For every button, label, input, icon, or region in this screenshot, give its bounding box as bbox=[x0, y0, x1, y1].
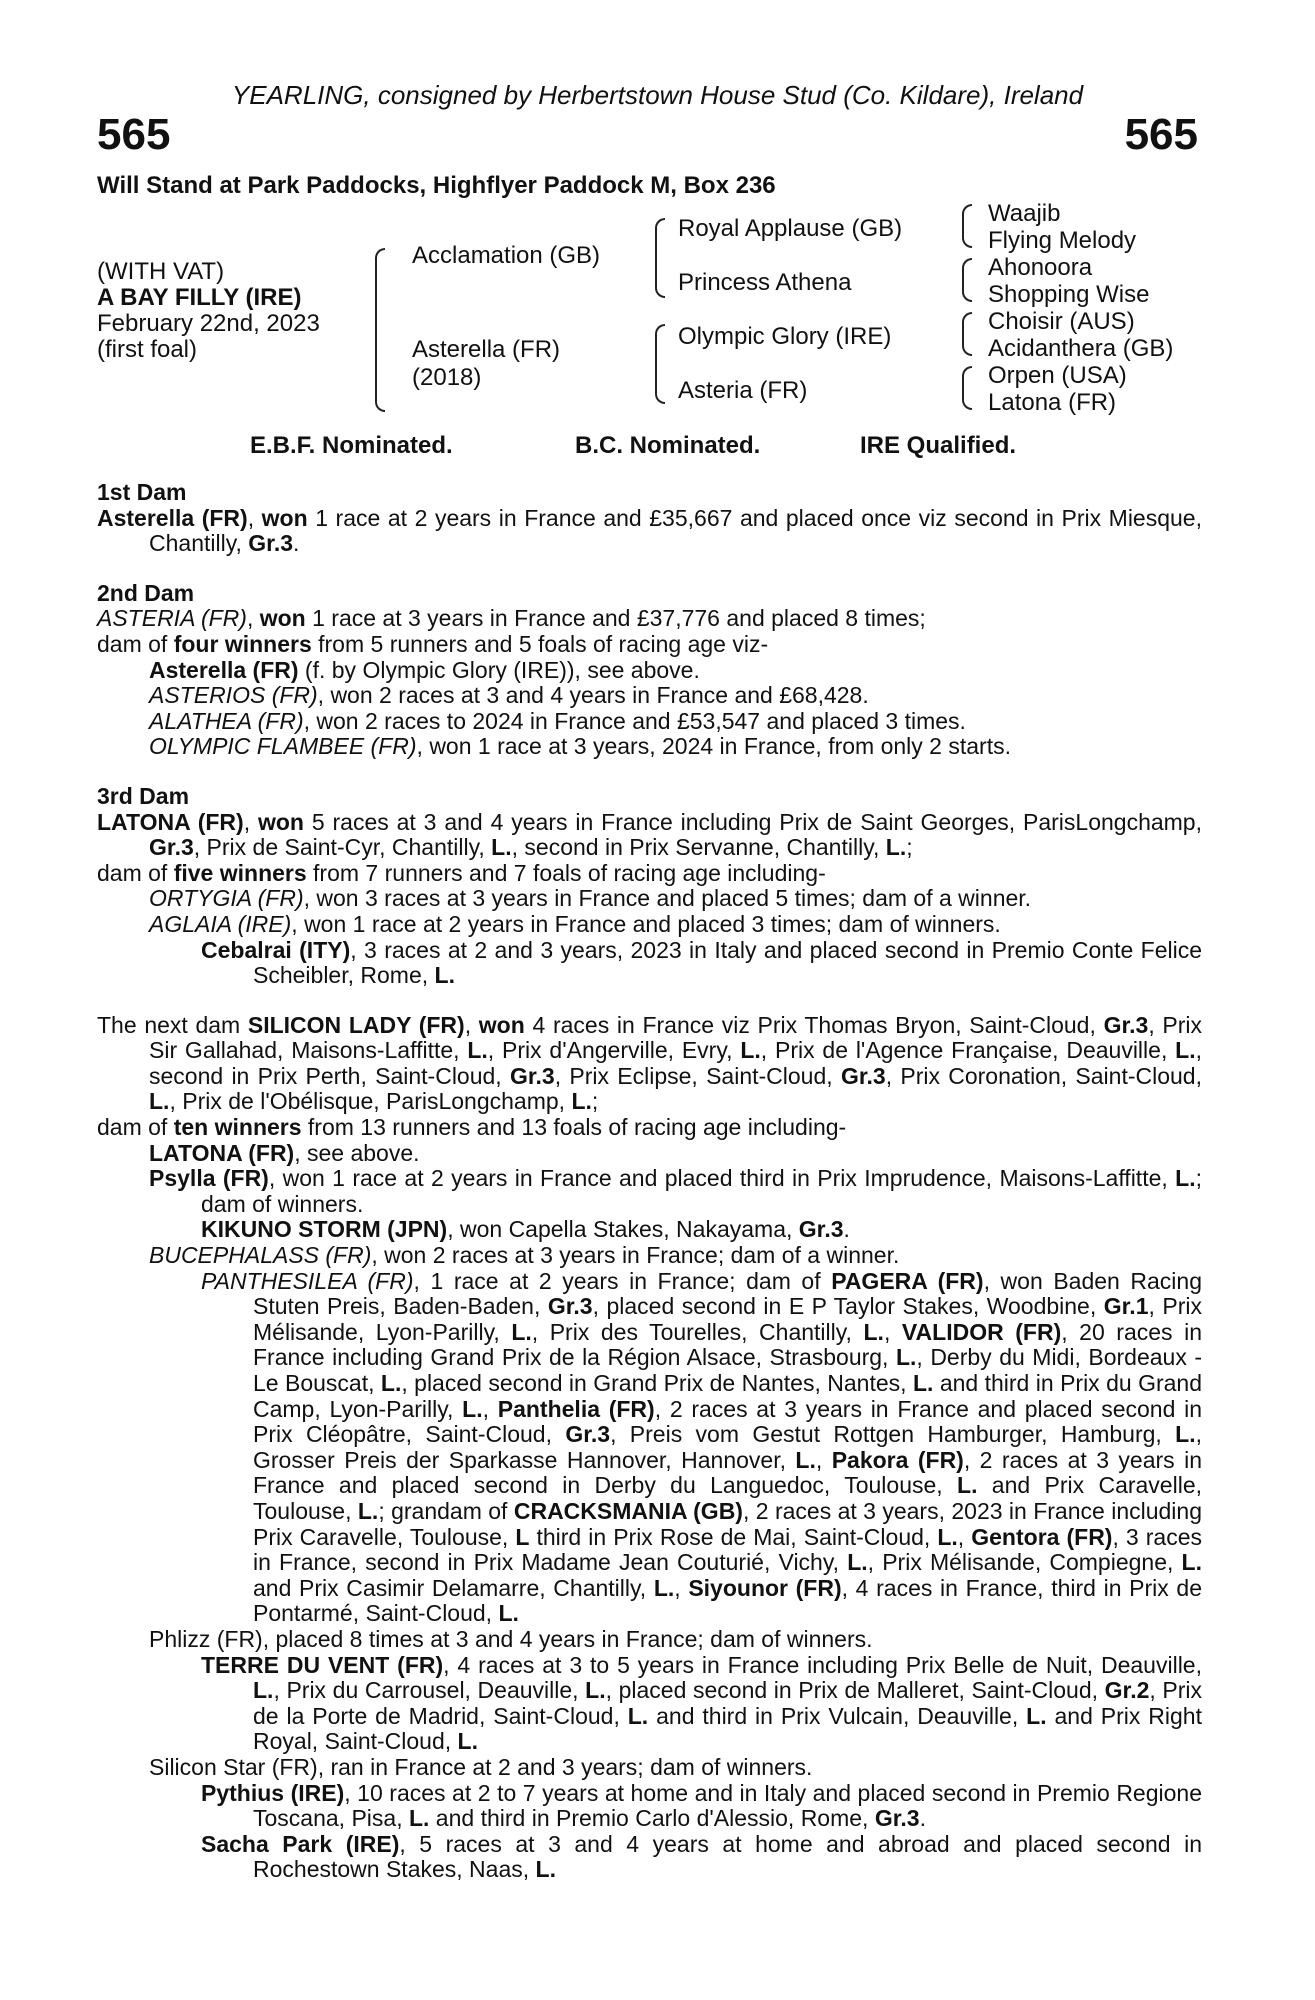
gg-7: Orpen (USA) bbox=[988, 362, 1127, 389]
listed: L. bbox=[740, 1037, 761, 1064]
listed: L. bbox=[895, 1344, 917, 1371]
horse-name: Cebalrai (ITY) bbox=[201, 936, 351, 963]
entry-text: , 2 races at 3 years, 2023 in France including Prix Caravelle, Toulouse, bbox=[253, 1497, 1202, 1550]
listed: L. bbox=[627, 1702, 649, 1729]
won-word: won bbox=[478, 1011, 525, 1038]
entry-text: from 5 runners and 5 foals of racing age viz- bbox=[311, 630, 769, 657]
entry-text: and Prix Casimir Delamarre, Chantilly, bbox=[253, 1574, 654, 1601]
produce-item: Pythius (IRE), 10 races at 2 to 7 years at home and in Italy and placed second in Premio Regione Toscana, Pisa, L. and third in Premio Carlo d'Alessio, Rome, Gr.3. bbox=[201, 1779, 1202, 1832]
brace-g2 bbox=[962, 258, 972, 302]
entry-text: , 2 races at 3 years in France and placed second in Derby du Languedoc, Toulouse, bbox=[253, 1446, 1202, 1499]
listed: L. bbox=[571, 1088, 592, 1115]
listed: L. bbox=[535, 1856, 556, 1883]
entry-text: , Prix Coronation, Saint-Cloud, bbox=[885, 1062, 1202, 1089]
produce-item: Silicon Star (FR), ran in France at 2 and 3 years; dam of winners. bbox=[149, 1753, 813, 1780]
entry-text: , 3 races at 2 and 3 years, 2023 in Italy and placed second in Premio Conte Felice Scheibler, Rome, bbox=[253, 936, 1202, 989]
entry-text: , 20 races in France including Grand Prix de la Région Alsace, Strasbourg, bbox=[253, 1318, 1202, 1371]
produce-list bbox=[97, 658, 1202, 760]
entry-text: , second in Prix Servanne, Chantilly, bbox=[511, 834, 886, 861]
winners-count: ten winners bbox=[173, 1114, 302, 1141]
produce-item bbox=[149, 734, 1202, 760]
horse-name: Asterella (FR) bbox=[97, 504, 248, 531]
listed: L. bbox=[408, 1805, 430, 1832]
gg-2: Flying Melody bbox=[988, 227, 1137, 254]
stabling-location: Will Stand at Park Paddocks, Highflyer Paddock M, Box 236 bbox=[97, 172, 776, 199]
listed: L. bbox=[498, 1600, 519, 1627]
grade: Gr.3 bbox=[840, 1062, 886, 1089]
entry-text: , 5 races at 3 and 4 years at home and abroad and placed second in Rochestown Stakes, Naas, bbox=[253, 1830, 1202, 1883]
entry-text: , second in Prix Perth, Saint-Cloud, bbox=[149, 1037, 1202, 1089]
listed: L. bbox=[457, 1728, 478, 1755]
grade: Gr.3 bbox=[149, 834, 194, 861]
listed: L. bbox=[1026, 1702, 1047, 1729]
horse-name: TERRE DU VENT (FR) bbox=[201, 1651, 444, 1678]
entry-text: dam of bbox=[97, 1114, 174, 1141]
next-dam-entry: The next dam SILICON LADY (FR), won 4 races in France viz Prix Thomas Bryon, Saint-Cloud, Gr.3, Prix Sir Gallahad, Maisons-Laffitte, L., Prix d'Angerville, Evry, L., Prix de l'Agence Française, Deauville, L., second in Prix Perth, Saint-Cloud, Gr.3, Prix Eclipse, Saint-Cloud, Gr.3, Prix Coronation, Saint-Cloud, L., Prix de l'Obélisque, ParisLongchamp, L.; bbox=[97, 1011, 1203, 1115]
entry-text: , Prix de Saint-Cyr, Chantilly, bbox=[193, 834, 492, 861]
entry-text: , won 1 race at 2 years in France and placed third in Prix Imprudence, Maisons-Laffitte, bbox=[268, 1165, 1176, 1192]
listed: L. bbox=[795, 1446, 816, 1473]
section-heading-3rd-dam: 3rd Dam bbox=[97, 782, 190, 809]
won-word: won bbox=[261, 504, 308, 531]
grade: Gr.3 bbox=[874, 1805, 920, 1832]
entry-text: , won 2 races at 3 years in France; dam of a winner. bbox=[371, 1242, 900, 1269]
entry-text: , won Capella Stakes, Nakayama, bbox=[447, 1216, 799, 1243]
winners-count: four winners bbox=[173, 630, 312, 657]
entry-text: third in Prix Rose de Mai, Saint-Cloud, bbox=[529, 1523, 938, 1550]
first-dam-entry: Asterella (FR), won 1 race at 2 years in France and £35,667 and placed once viz second in Prix Miesque, Chantilly, Gr.3. bbox=[97, 504, 1202, 557]
entry-text: , Prix Mélisande, Lyon-Parilly, bbox=[253, 1293, 1202, 1345]
horse-name: ASTERIOS (FR) bbox=[149, 682, 318, 709]
produce-list bbox=[97, 886, 1202, 988]
gg-1: Waajib bbox=[988, 200, 1061, 227]
entry-text: , Grosser Preis der Sparkasse Hannover, Hannover, bbox=[253, 1421, 1202, 1473]
listed: L. bbox=[1175, 1037, 1196, 1064]
entry-text: , won Baden Racing Stuten Preis, Baden-Baden, bbox=[253, 1267, 1203, 1320]
gg-6: Acidanthera (GB) bbox=[988, 335, 1174, 362]
listed: L. bbox=[434, 962, 455, 989]
entry-text: from 7 runners and 7 foals of racing age including- bbox=[306, 859, 826, 886]
entry-text: , 1 race at 2 years in France; dam of bbox=[413, 1267, 832, 1294]
grade: Gr.2 bbox=[1104, 1677, 1150, 1704]
produce-item bbox=[149, 683, 1202, 709]
gg-3: Ahonoora bbox=[988, 254, 1093, 281]
grade: Gr.3 bbox=[798, 1216, 844, 1243]
horse-name: PAGERA (FR) bbox=[831, 1267, 984, 1294]
horse-name: AGLAIA (IRE) bbox=[149, 910, 292, 937]
horse-name: Sacha Park (IRE) bbox=[201, 1830, 400, 1857]
entry-text: 5 races at 3 and 4 years in France including Prix de Saint Georges, ParisLongchamp, bbox=[303, 808, 1202, 835]
entry-text: and Prix Right Royal, Saint-Cloud, bbox=[253, 1702, 1202, 1755]
entry-text: , placed second in Grand Prix de Nantes, Nantes, bbox=[401, 1370, 913, 1396]
entry-text: dam of bbox=[97, 630, 174, 657]
foaling-date: February 22nd, 2023 bbox=[97, 310, 320, 337]
entry-text: , Prix de l'Agence Française, Deauville, bbox=[760, 1037, 1176, 1064]
section-heading-1st-dam: 1st Dam bbox=[97, 479, 187, 505]
listed: L. bbox=[653, 1574, 675, 1601]
horse-name: ORTYGIA (FR) bbox=[149, 885, 304, 912]
produce-item bbox=[149, 658, 1202, 684]
entry-text: , Prix d'Angerville, Evry, bbox=[487, 1037, 741, 1064]
produce-item bbox=[149, 1141, 1202, 1167]
entry-text: , placed second in E P Taylor Stakes, Woodbine, bbox=[592, 1293, 1104, 1320]
produce-item bbox=[201, 938, 1202, 989]
sire-dam: Princess Athena bbox=[678, 269, 852, 296]
entry-text: ; bbox=[906, 834, 913, 861]
horse-name: CRACKSMANIA (GB) bbox=[513, 1497, 743, 1524]
entry-text: , 4 races in France, third in Prix de Pontarmé, Saint-Cloud, bbox=[253, 1574, 1202, 1627]
brace-g4 bbox=[962, 366, 972, 410]
produce-item bbox=[149, 886, 1202, 912]
produce-item bbox=[149, 1166, 1202, 1217]
brace-dam bbox=[655, 324, 665, 404]
entry-text: and third in Prix Vulcain, Deauville, bbox=[648, 1702, 1027, 1729]
won-word: won bbox=[259, 605, 306, 632]
sire: Acclamation (GB) bbox=[412, 242, 601, 269]
entry-text: , Prix de la Porte de Madrid, Saint-Cloud, bbox=[253, 1677, 1203, 1729]
consignor-line: YEARLING, consigned by Herbertstown House Stud (Co. Kildare), Ireland bbox=[231, 80, 1084, 110]
section-heading-2nd-dam: 2nd Dam bbox=[97, 579, 195, 606]
listed: L. bbox=[511, 1318, 532, 1345]
horse-name: Pythius (IRE) bbox=[201, 1779, 345, 1806]
entry-text: dam of bbox=[97, 859, 174, 886]
entry-text: , Prix des Tourelles, Chantilly, bbox=[531, 1318, 864, 1345]
entry-text: , won 1 race at 2 years in France and placed 3 times; dam of winners. bbox=[291, 910, 1001, 937]
listed: L. bbox=[863, 1318, 884, 1345]
third-dam-entry: LATONA (FR), won 5 races at 3 and 4 years in France including Prix de Saint Georges, ParisLongchamp, Gr.3, Prix de Saint-Cyr, Chantilly, L., second in Prix Servanne, Chantilly, L.; bbox=[97, 808, 1202, 861]
listed: L. bbox=[462, 1395, 483, 1422]
entry-text: ; bbox=[591, 1088, 599, 1115]
horse-name: Gentora (FR) bbox=[971, 1523, 1113, 1550]
listed: L. bbox=[357, 1497, 379, 1524]
grade: Gr.3 bbox=[509, 1062, 555, 1089]
listed: L. bbox=[253, 1677, 274, 1704]
entry-text: , placed second in Prix de Malleret, Saint-Cloud, bbox=[605, 1677, 1105, 1704]
produce-item bbox=[201, 1653, 1202, 1755]
entry-text: , Prix du Carrousel, Deauville, bbox=[273, 1677, 586, 1704]
entry-text: , Prix Eclipse, Saint-Cloud, bbox=[554, 1062, 841, 1089]
bc-note: B.C. Nominated. bbox=[575, 432, 761, 459]
entry-text: 1 race at 2 years in France and £35,667 and placed once viz second in Prix Miesque, Chantilly, bbox=[149, 504, 1202, 557]
entry-text: , 2 races at 3 years in France and placed second in Prix Cléopâtre, Saint-Cloud, bbox=[253, 1395, 1203, 1448]
produce-item bbox=[149, 912, 1202, 938]
grade: Gr.3 bbox=[547, 1293, 593, 1320]
brace-sire bbox=[655, 218, 665, 298]
produce-list bbox=[97, 1141, 1202, 1883]
horse-name: ALATHEA (FR) bbox=[149, 707, 304, 734]
entry-text: and third in Prix du Grand Camp, Lyon-Parilly, bbox=[253, 1370, 1203, 1422]
foal-note: (first foal) bbox=[97, 336, 198, 363]
listed: L. bbox=[1181, 1549, 1202, 1576]
horse-name: Panthelia (FR) bbox=[497, 1395, 655, 1422]
entry-text: , 3 races in France, second in Prix Madame Jean Couturié, Vichy, bbox=[253, 1523, 1202, 1576]
horse-name: LATONA (FR) bbox=[149, 1139, 295, 1166]
entry-text: , won 3 races at 3 years in France and placed 5 times; dam of a winner. bbox=[303, 885, 1032, 912]
listed: L. bbox=[491, 834, 512, 861]
listed: L. bbox=[1175, 1165, 1196, 1192]
produce-item bbox=[201, 1832, 1202, 1883]
entry-text: , 4 races at 3 to 5 years in France including Prix Belle de Nuit, Deauville, bbox=[443, 1651, 1202, 1678]
entry-text: , Derby du Midi, Bordeaux - Le Bouscat, bbox=[253, 1344, 1202, 1396]
dam-sire: Olympic Glory (IRE) bbox=[678, 323, 892, 350]
entry-text: (f. by Olympic Glory (IRE)), see above. bbox=[298, 656, 700, 683]
listed: L. bbox=[937, 1523, 958, 1550]
entry-text: 4 races in France viz Prix Thomas Bryon, Saint-Cloud, bbox=[524, 1011, 1104, 1038]
produce-summary bbox=[97, 861, 1202, 887]
produce-item bbox=[149, 1243, 1202, 1269]
listed: L. bbox=[585, 1677, 606, 1704]
listed: L. bbox=[957, 1472, 978, 1499]
horse-name: BUCEPHALASS (FR) bbox=[149, 1242, 372, 1269]
produce-item: Phlizz (FR), placed 8 times at 3 and 4 years in France; dam of winners. bbox=[149, 1625, 873, 1652]
horse-name: LATONA (FR) bbox=[97, 808, 244, 835]
brace-g3 bbox=[962, 312, 972, 356]
entry-text: ; grandam of bbox=[378, 1497, 514, 1524]
produce-summary bbox=[97, 632, 1202, 658]
brace-g1 bbox=[962, 204, 972, 248]
entry-text: , won 2 races at 3 and 4 years in France and £68,428. bbox=[317, 682, 869, 709]
entry-text: , won 1 race at 3 years, 2024 in France, from only 2 starts. bbox=[416, 733, 1011, 760]
listed: L. bbox=[380, 1370, 402, 1396]
gg-8: Latona (FR) bbox=[988, 389, 1117, 416]
listed: L. bbox=[149, 1088, 170, 1115]
entry-text: , 10 races at 2 to 7 years at home and in Italy and placed second in Premio Regione Toscana, Pisa, bbox=[253, 1779, 1202, 1832]
listed: L. bbox=[912, 1370, 934, 1396]
listed: L. bbox=[467, 1037, 488, 1064]
winners-count: five winners bbox=[173, 859, 307, 886]
lot-number-right: 565 bbox=[1124, 110, 1198, 159]
horse-name: PANTHESILEA (FR) bbox=[201, 1267, 414, 1294]
listed: L. bbox=[885, 834, 907, 861]
entry-text: . bbox=[293, 530, 300, 557]
ebf-note: E.B.F. Nominated. bbox=[250, 432, 453, 459]
horse-name: OLYMPIC FLAMBEE (FR) bbox=[149, 733, 417, 760]
horse-name: ASTERIA (FR) bbox=[97, 605, 247, 632]
lot-horse-name: A BAY FILLY (IRE) bbox=[97, 284, 302, 311]
vat-note: (WITH VAT) bbox=[97, 258, 225, 285]
gg-5: Choisir (AUS) bbox=[988, 308, 1135, 335]
entry-text: and third in Premio Carlo d'Alessio, Rome, bbox=[429, 1805, 875, 1832]
grade: Gr.1 bbox=[1103, 1293, 1149, 1320]
won-word: won bbox=[257, 808, 304, 835]
brace-main bbox=[375, 248, 385, 412]
second-dam-entry: ASTERIA (FR), won 1 race at 3 years in France and £37,776 and placed 8 times; bbox=[97, 605, 926, 632]
entry-text: 1 race at 3 years in France and £37,776 and placed 8 times; bbox=[305, 605, 926, 632]
entry-text: , see above. bbox=[294, 1139, 420, 1166]
horse-name: SILICON LADY (FR) bbox=[247, 1011, 465, 1038]
produce-item: KIKUNO STORM (JPN), won Capella Stakes, Nakayama, Gr.3. bbox=[201, 1216, 850, 1243]
horse-name: VALIDOR (FR) bbox=[901, 1318, 1062, 1345]
dam-dam: Asteria (FR) bbox=[678, 377, 808, 404]
horse-name: Asterella (FR) bbox=[149, 656, 299, 683]
lot-number-left: 565 bbox=[97, 110, 171, 159]
produce-item: PANTHESILEA (FR), 1 race at 2 years in France; dam of PAGERA (FR), won Baden Racing Stuten Preis, Baden-Baden, Gr.3, placed second in E P Taylor Stakes, Woodbine, Gr.1, Prix Mélisande, Lyon-Parilly, L., Prix des Tourelles, Chantilly, L., VALIDOR (FR), 20 races in France including Grand Prix de la Région Alsace, Strasbourg, L., Derby du Midi, Bordeaux - Le Bouscat, L., placed second in Grand Prix de Nantes, Nantes, L. and third in Prix du Grand Camp, Lyon-Parilly, L., Panthelia (FR), 2 races at 3 years in France and placed second in Prix Cléopâtre, Saint-Cloud, Gr.3, Preis vom Gestut Rottgen Hamburger, Hamburg, L., Grosser Preis der Sparkasse Hannover, Hannover, L., Pakora (FR), 2 races at 3 years in France and placed second in Derby du Languedoc, Toulouse, L. and Prix Caravelle, Toulouse, L.; grandam of CRACKSMANIA (GB), 2 races at 3 years, 2023 in France including Prix Caravelle, Toulouse, L third in Prix Rose de Mai, Saint-Cloud, L., Gentora (FR), 3 races in France, second in Prix Madame Jean Couturié, Vichy, L., Prix Mélisande, Compiegne, L. and Prix Casimir Delamarre, Chantilly, L., Siyounor (FR), 4 races in France, third in Prix de Pontarmé, Saint-Cloud, L. bbox=[201, 1267, 1203, 1627]
entry-text: , won 2 races to 2024 in France and £53,547 and placed 3 times. bbox=[303, 707, 966, 734]
grade: Gr.3 bbox=[248, 530, 294, 557]
ire-note: IRE Qualified. bbox=[860, 432, 1017, 459]
dam: Asterella (FR) bbox=[412, 336, 561, 363]
grade: Gr.3 bbox=[1103, 1011, 1149, 1038]
gg-4: Shopping Wise bbox=[988, 281, 1150, 308]
entry-text: , Prix Mélisande, Compiegne, bbox=[867, 1549, 1182, 1576]
listed: L. bbox=[847, 1549, 868, 1576]
entry-text: and Prix Caravelle, Toulouse, bbox=[253, 1472, 1203, 1524]
horse-name: Psylla (FR) bbox=[149, 1165, 269, 1192]
entry-text: , Preis vom Gestut Rottgen Hamburger, Hamburg, bbox=[610, 1421, 1176, 1448]
entry-text: The next dam bbox=[97, 1011, 248, 1038]
sire-sire: Royal Applause (GB) bbox=[678, 215, 903, 242]
listed: L. bbox=[1175, 1421, 1196, 1448]
horse-name: Siyounor (FR) bbox=[688, 1574, 842, 1601]
horse-name: KIKUNO STORM (JPN) bbox=[201, 1216, 448, 1243]
dam-year: (2018) bbox=[412, 364, 482, 391]
grade: Gr.3 bbox=[565, 1421, 611, 1448]
entry-text: from 13 runners and 13 foals of racing age including- bbox=[301, 1114, 847, 1141]
listed: L bbox=[515, 1523, 530, 1550]
entry-text: , Prix Sir Gallahad, Maisons-Laffitte, bbox=[149, 1011, 1203, 1064]
catalogue-body bbox=[97, 480, 1202, 1883]
entry-text: ; dam of winners. bbox=[201, 1165, 1202, 1217]
produce-item bbox=[149, 709, 1202, 735]
produce-summary bbox=[97, 1115, 1202, 1141]
horse-name: Pakora (FR) bbox=[831, 1446, 964, 1473]
entry-text: , Prix de l'Obélisque, ParisLongchamp, bbox=[169, 1088, 572, 1115]
